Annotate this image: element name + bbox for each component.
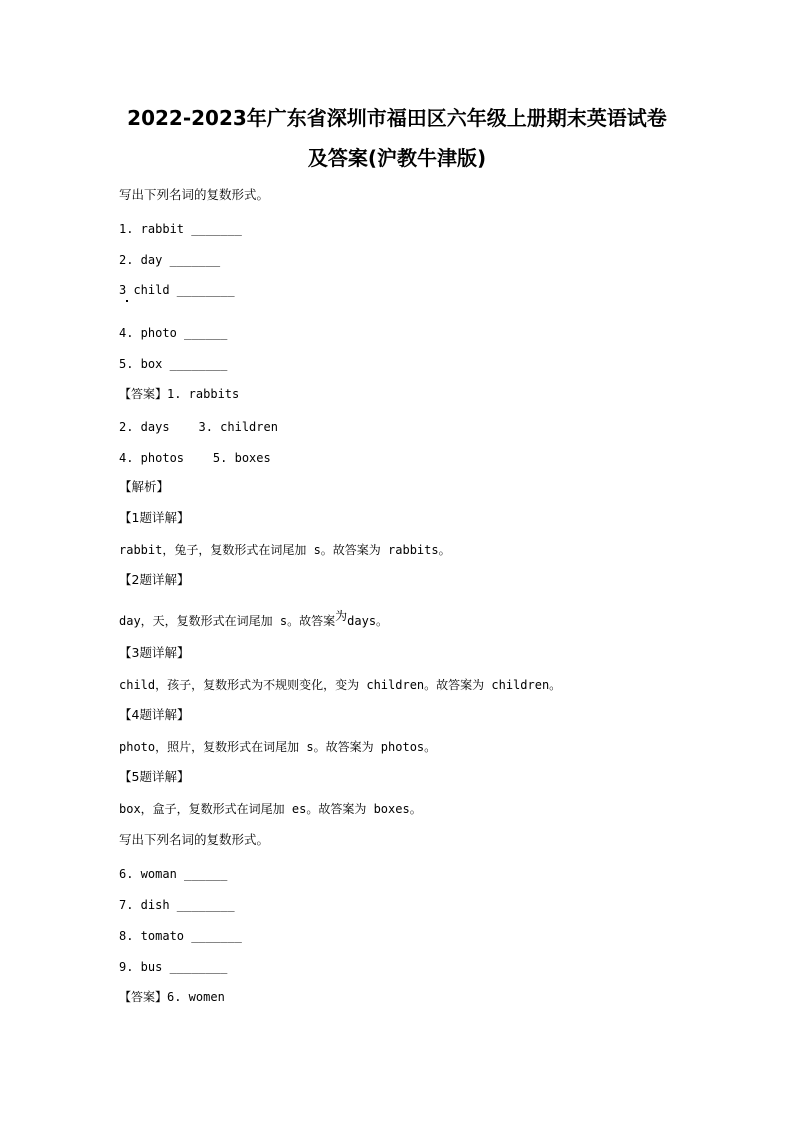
detail-heading-2: 【2题详解】 <box>119 572 190 587</box>
detail-heading-1: 【1题详解】 <box>119 510 190 525</box>
detail-text-2-raised: 为 <box>335 609 348 623</box>
answer-line-2: 2. days 3. children <box>119 420 278 434</box>
document-title-line-2: 及答案(沪教牛津版) <box>307 146 487 170</box>
detail-heading-4: 【4题详解】 <box>119 707 190 722</box>
document-title-line-1: 2022-2023年广东省深圳市福田区六年级上册期末英语试卷 <box>127 106 667 130</box>
answer-line-1: 【答案】1. rabbits <box>119 387 240 401</box>
answer-line-3: 4. photos 5. boxes <box>119 451 271 465</box>
detail-heading-3: 【3题详解】 <box>119 645 190 660</box>
detail-text-4: photo，照片，复数形式在词尾加 s。故答案为 photos。 <box>119 740 437 754</box>
detail-text-5: box，盒子，复数形式在词尾加 es。故答案为 boxes。 <box>119 802 422 816</box>
question-7: 7. dish ________ <box>119 898 235 912</box>
question-5: 5. box ________ <box>119 357 228 371</box>
question-6: 6. woman ______ <box>119 867 228 881</box>
detail-text-2-after: days。 <box>347 614 389 628</box>
instruction: 写出下列名词的复数形式。 <box>119 187 270 202</box>
detail-text-1: rabbit，兔子，复数形式在词尾加 s。故答案为 rabbits。 <box>119 543 451 557</box>
answer-line-2-section: 【答案】6. women <box>119 990 225 1004</box>
stray-dot <box>126 300 128 302</box>
detail-heading-5: 【5题详解】 <box>119 769 190 784</box>
question-2: 2. day _______ <box>119 253 221 267</box>
question-3: 3 child ________ <box>119 283 235 297</box>
question-9: 9. bus ________ <box>119 960 228 974</box>
detail-text-2 <box>119 609 389 629</box>
instruction-2: 写出下列名词的复数形式。 <box>119 832 270 847</box>
detail-text-3: child，孩子，复数形式为不规则变化，变为 children。故答案为 children。 <box>119 678 562 692</box>
question-8: 8. tomato _______ <box>119 929 242 943</box>
detail-text-2-before: day，天，复数形式在词尾加 s。故答案 <box>119 614 336 628</box>
question-4: 4. photo ______ <box>119 326 228 340</box>
analysis-label: 【解析】 <box>119 479 170 494</box>
question-1: 1. rabbit _______ <box>119 222 242 236</box>
